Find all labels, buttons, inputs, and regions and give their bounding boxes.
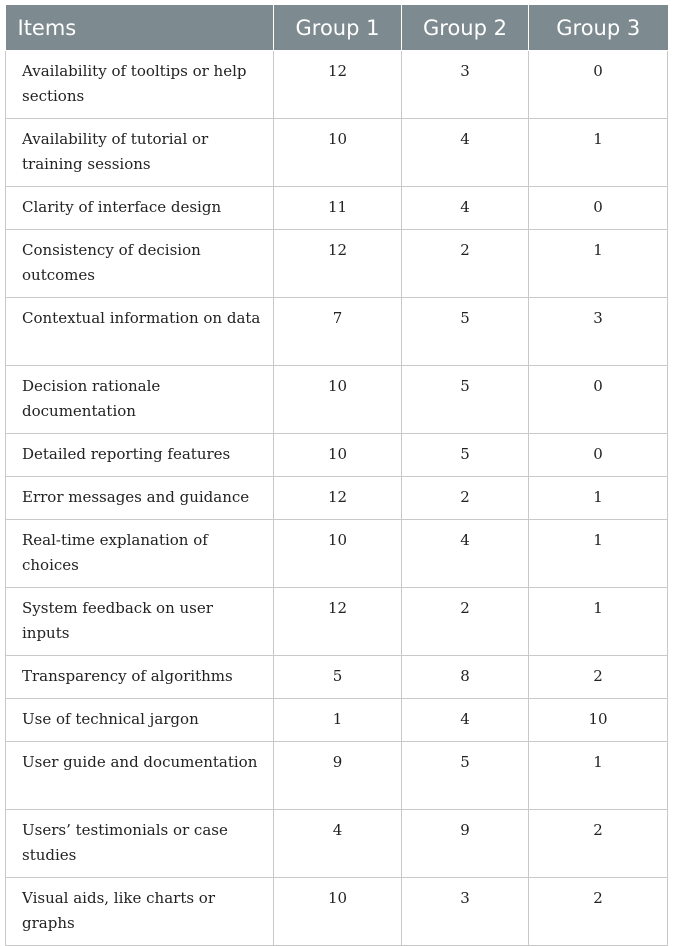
- group-2-cell: 4: [402, 119, 529, 187]
- table-row: [6, 51, 668, 119]
- item-cell: Contextual information on data: [6, 298, 274, 366]
- header-group-1: Group 1: [274, 5, 402, 51]
- item-cell: System feedback on user inputs: [6, 588, 274, 656]
- item-cell: Error messages and guidance: [6, 477, 274, 520]
- group-1-cell: 4: [274, 810, 402, 878]
- item-cell: User guide and documentation: [6, 742, 274, 810]
- header-group-2: Group 2: [402, 5, 529, 51]
- table-row: [6, 230, 668, 298]
- group-1-cell: 9: [274, 742, 402, 810]
- group-2-cell: 4: [402, 187, 529, 230]
- group-2-cell: 5: [402, 434, 529, 477]
- group-1-cell: 12: [274, 588, 402, 656]
- table-row: [6, 520, 668, 588]
- group-3-cell: 0: [529, 187, 668, 230]
- table-row: [6, 588, 668, 656]
- item-cell: Transparency of algorithms: [6, 656, 274, 699]
- table-row: [6, 119, 668, 187]
- item-cell: Clarity of interface design: [6, 187, 274, 230]
- group-3-cell: 2: [529, 810, 668, 878]
- group-3-cell: 1: [529, 477, 668, 520]
- table-row: [6, 656, 668, 699]
- table-row: [6, 878, 668, 946]
- group-2-cell: 5: [402, 298, 529, 366]
- group-3-cell: 0: [529, 366, 668, 434]
- group-1-cell: 10: [274, 520, 402, 588]
- item-cell: Real-time explanation of choices: [6, 520, 274, 588]
- item-cell: Consistency of decision outcomes: [6, 230, 274, 298]
- table-row: [6, 699, 668, 742]
- item-cell: Availability of tutorial or training sessions: [6, 119, 274, 187]
- group-2-cell: 5: [402, 742, 529, 810]
- group-3-cell: 1: [529, 588, 668, 656]
- table-row: [6, 366, 668, 434]
- group-1-cell: 1: [274, 699, 402, 742]
- group-2-cell: 8: [402, 656, 529, 699]
- group-2-cell: 5: [402, 366, 529, 434]
- group-2-cell: 4: [402, 699, 529, 742]
- group-3-cell: 3: [529, 298, 668, 366]
- item-cell: Visual aids, like charts or graphs: [6, 878, 274, 946]
- item-cell: Decision rationale documentation: [6, 366, 274, 434]
- group-1-cell: 10: [274, 878, 402, 946]
- table-row: [6, 434, 668, 477]
- group-3-cell: 1: [529, 520, 668, 588]
- group-3-cell: 1: [529, 742, 668, 810]
- group-3-cell: 1: [529, 119, 668, 187]
- table-row: [6, 810, 668, 878]
- group-1-cell: 5: [274, 656, 402, 699]
- data-table-container: [5, 5, 667, 946]
- table-row: [6, 477, 668, 520]
- group-2-cell: 3: [402, 878, 529, 946]
- group-1-cell: 12: [274, 230, 402, 298]
- item-cell: Users’ testimonials or case studies: [6, 810, 274, 878]
- group-2-cell: 4: [402, 520, 529, 588]
- group-3-cell: 0: [529, 51, 668, 119]
- data-table: [5, 5, 668, 946]
- table-row: [6, 298, 668, 366]
- item-cell: Use of technical jargon: [6, 699, 274, 742]
- item-cell: Availability of tooltips or help sections: [6, 51, 274, 119]
- header-items: Items: [6, 5, 274, 51]
- item-cell: Detailed reporting features: [6, 434, 274, 477]
- group-2-cell: 2: [402, 477, 529, 520]
- group-1-cell: 12: [274, 51, 402, 119]
- group-1-cell: 10: [274, 119, 402, 187]
- header-row: [6, 5, 668, 51]
- group-3-cell: 2: [529, 656, 668, 699]
- table-row: [6, 187, 668, 230]
- group-2-cell: 2: [402, 588, 529, 656]
- table-row: [6, 742, 668, 810]
- group-1-cell: 7: [274, 298, 402, 366]
- group-3-cell: 2: [529, 878, 668, 946]
- group-2-cell: 2: [402, 230, 529, 298]
- group-1-cell: 12: [274, 477, 402, 520]
- group-1-cell: 10: [274, 434, 402, 477]
- group-2-cell: 3: [402, 51, 529, 119]
- group-1-cell: 10: [274, 366, 402, 434]
- group-3-cell: 0: [529, 434, 668, 477]
- group-3-cell: 10: [529, 699, 668, 742]
- group-1-cell: 11: [274, 187, 402, 230]
- group-2-cell: 9: [402, 810, 529, 878]
- header-group-3: Group 3: [529, 5, 668, 51]
- group-3-cell: 1: [529, 230, 668, 298]
